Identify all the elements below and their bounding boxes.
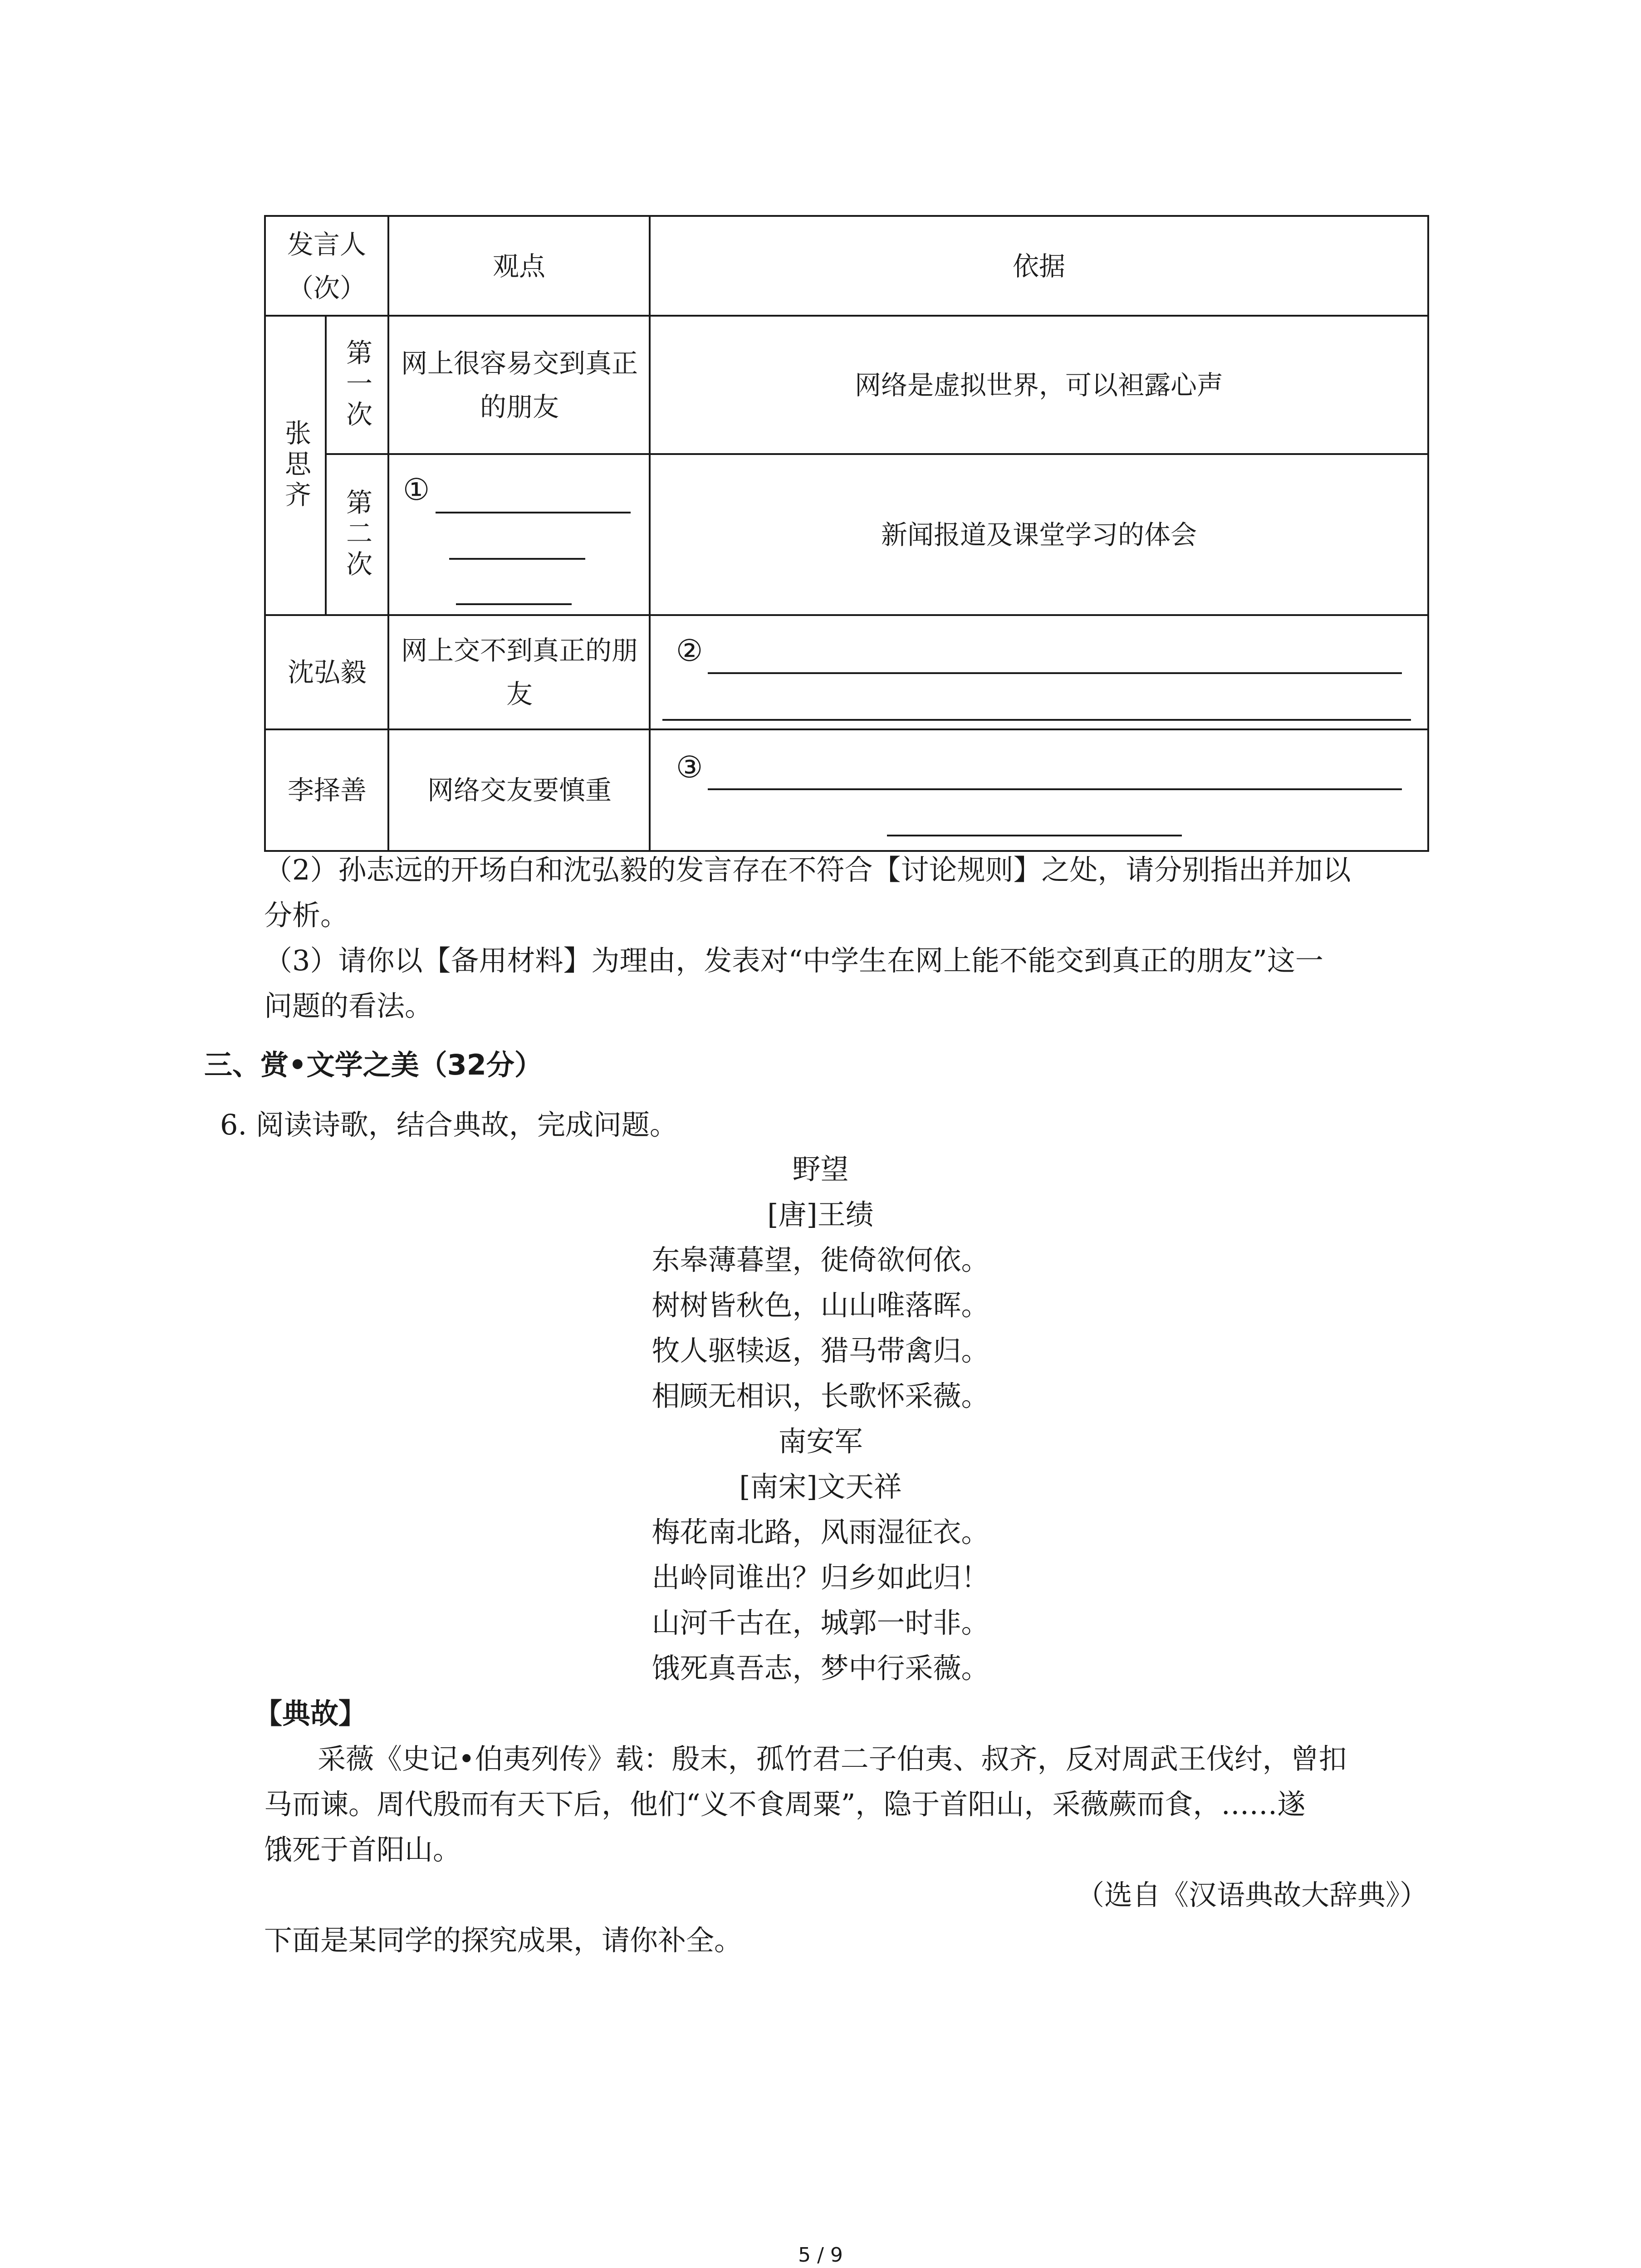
zhang-second-basis: 新闻报道及课堂学习的体会 [881, 519, 1197, 550]
poem1-line: 牧人驱犊返，猎马带禽归。 [652, 1334, 989, 1367]
closing-instruction: 下面是某同学的探究成果，请你补全。 [264, 1924, 743, 1957]
speaker-shen: 沈弘毅 [287, 657, 367, 688]
answer-blank-2a[interactable] [708, 672, 1402, 674]
answer-blank-3a[interactable] [708, 788, 1402, 790]
poem2-title: 南安军 [778, 1425, 863, 1458]
li-viewpoint: 网络交友要慎重 [427, 775, 612, 806]
answer-blank-1b[interactable] [449, 558, 585, 560]
page-number: 5 / 9 [798, 2244, 843, 2267]
poem1-line: 相顾无相识，长歌怀采薇。 [652, 1379, 989, 1413]
poem2-line: 山河千古在，城郭一时非。 [652, 1606, 989, 1639]
question-2-line1: （2）孙志远的开场白和沈弘毅的发言存在不符合【讨论规则】之处，请分别指出并加以 [264, 853, 1351, 886]
header-basis: 依据 [1012, 251, 1065, 282]
poem2-author: [南宋]文天祥 [739, 1470, 902, 1503]
zhang-first-viewpoint: 网上很容易交到真正的朋友 [401, 347, 638, 422]
poem1-line: 树树皆秋色，山山唯落晖。 [652, 1289, 989, 1322]
question-2-line2: 分析。 [264, 899, 349, 932]
answer-blank-2b[interactable] [662, 719, 1411, 721]
blank-mark-3: ③ [676, 750, 703, 785]
section-3-heading: 三、赏•文学之美（32分） [204, 1048, 543, 1081]
poem2-line: 梅花南北路，风雨湿征衣。 [652, 1515, 989, 1549]
header-viewpoint: 观点 [492, 251, 545, 282]
poem1-line: 东皋薄暮望，徙倚欲何依。 [652, 1243, 989, 1276]
poem1-author: [唐]王绩 [767, 1198, 874, 1231]
poem1-title: 野望 [792, 1153, 849, 1186]
round-second: 第二次 [342, 488, 372, 581]
question-3-line1: （3）请你以【备用材料】为理由，发表对“中学生在网上能不能交到真正的朋友”这一 [264, 944, 1323, 977]
allusion-source: （选自《汉语典故大辞典》） [1076, 1878, 1428, 1911]
question-3-line2: 问题的看法。 [264, 989, 433, 1022]
allusion-label: 【典故】 [254, 1697, 367, 1730]
allusion-line2: 马而谏。周代殷而有天下后，他们“义不食周粟”，隐于首阳山，采薇蕨而食，……遂 [264, 1788, 1306, 1821]
answer-blank-1a[interactable] [436, 512, 631, 513]
poem2-line: 出岭同谁出？归乡如此归！ [652, 1561, 989, 1594]
round-first: 第一次 [342, 338, 372, 431]
speaker-zhang: 张思齐 [280, 419, 311, 512]
shen-viewpoint: 网上交不到真正的朋友 [401, 635, 638, 709]
question-6-prompt: 6. 阅读诗歌，结合典故，完成问题。 [220, 1108, 678, 1141]
poem2-line: 饿死真吾志，梦中行采薇。 [652, 1652, 989, 1685]
allusion-line3: 饿死于首阳山。 [264, 1833, 461, 1866]
allusion-line1: 采薇《史记•伯夷列传》载：殷末，孤竹君二子伯夷、叔齐，反对周武王伐纣，曾扣 [318, 1742, 1347, 1775]
blank-mark-2: ② [676, 633, 703, 668]
speaker-li: 李择善 [287, 775, 367, 806]
answer-blank-1c[interactable] [456, 603, 572, 605]
blank-mark-1: ① [403, 472, 430, 507]
answer-blank-3b[interactable] [887, 835, 1182, 836]
header-speaker: 发言人（次） [287, 229, 366, 303]
zhang-first-basis: 网络是虚拟世界，可以袒露心声 [854, 369, 1223, 401]
